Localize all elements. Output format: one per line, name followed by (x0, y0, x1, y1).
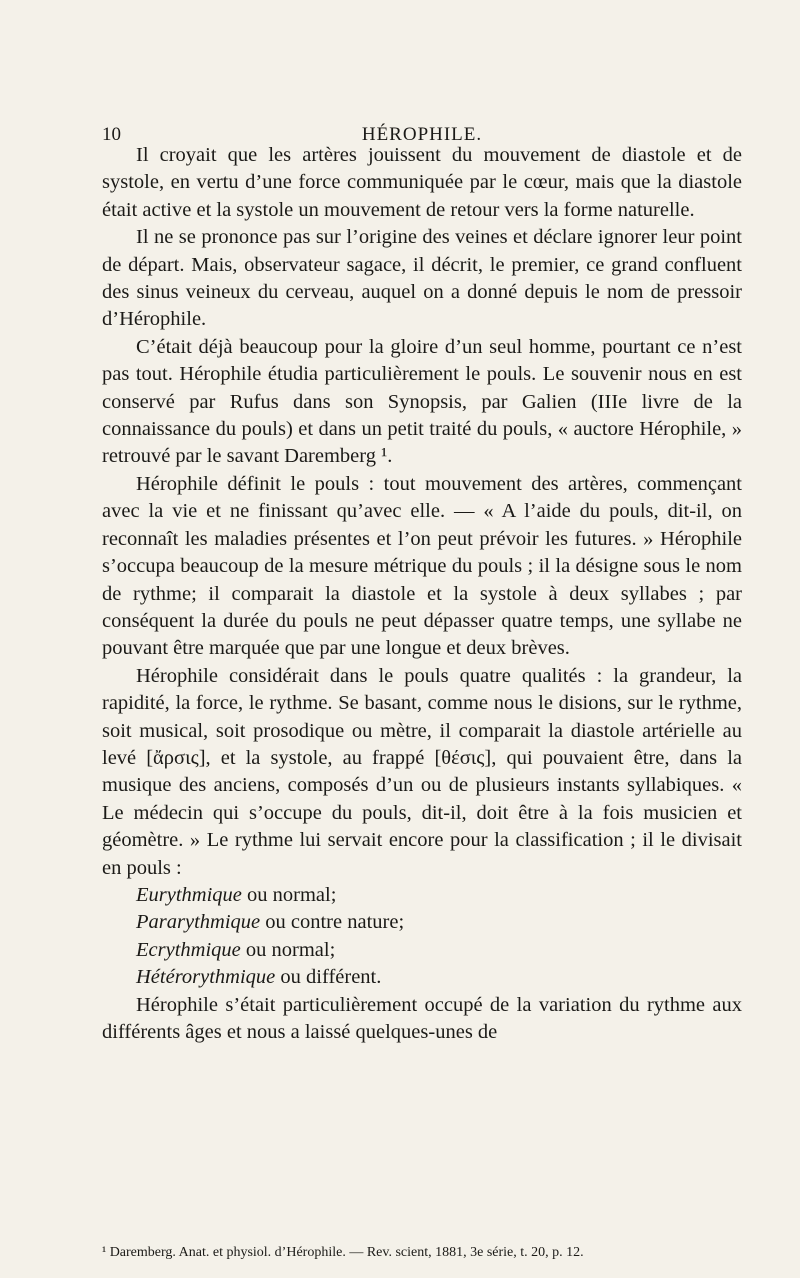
list-term: Hétérorythmique (136, 966, 276, 989)
paragraph: Il croyait que les artères jouissent du mouvement de diastole et de systole, en vertu d’une force communiquée par le cœur, mais que la diastole était active et la systole un mouvement de retour vers la forme naturelle. (102, 144, 742, 221)
list-desc: ou différent. (275, 966, 382, 989)
list-desc: ou normal; (240, 938, 336, 961)
list-desc: ou contre nature; (260, 911, 405, 934)
page-number: 10 (102, 124, 121, 145)
list-term: Pararythmique (136, 911, 261, 934)
page-body (102, 142, 742, 1046)
paragraph: Hérophile définit le pouls : tout mouvement des artères, commençant avec la vie et ne finissant qu’avec elle. — « A l’aide du pouls, dit-il, on reconnaît les maladies présentes et l’on peut prévoir les futures. » Hérophile s’occupa beaucoup de la mesure métrique du pouls ; il la désigne sous le nom de rythme; il comparait la diastole et la systole à deux syllabes ; par conséquent la durée du pouls ne peut dépasser quatre temps, une syllabe ne pouvant être marquée que par une longue et deux brèves. (102, 472, 742, 660)
list-desc: ou normal; (241, 883, 337, 906)
list-term: Ecrythmique (136, 938, 241, 961)
paragraph: Hérophile s’était particulièrement occupé de la variation du rythme aux différents âges et nous a laissé quelques-unes de (102, 993, 742, 1043)
paragraph: C’était déjà beaucoup pour la gloire d’un seul homme, pourtant ce n’est pas tout. Hérophile étudia particulièrement le pouls. Le souvenir nous en est conservé par Rufus dans son Synopsis, par Galien (IIIe livre de la connaissance du pouls) et dans un petit traité du pouls, « auctore Hérophile, » retrouvé par le savant Daremberg ¹. (102, 335, 742, 468)
list-item (102, 909, 742, 936)
footnote: ¹ Daremberg. Anat. et physiol. d’Hérophile. — Rev. scient, 1881, 3e série, t. 20, p. 12. (102, 1245, 584, 1260)
list-item (102, 937, 742, 964)
running-title: HÉROPHILE. (361, 124, 483, 145)
paragraph: Hérophile considérait dans le pouls quatre qualités : la grandeur, la rapidité, la force, le rythme. Se basant, comme nous le disions, sur le rythme, soit musical, soit prosodique ou mètre, il comparait la diastole artérielle au levé [ἄρσις], et la systole, au frappé [θέσις], qui pouvaient être, dans la musique des anciens, composés d’un ou de plusieurs instants syllabiques. « Le médecin qui s’occupe du pouls, dit-il, doit être à la fois musicien et géomètre. » Le rythme lui servait encore pour la classification ; il le divisait en pouls : (102, 664, 742, 879)
list-term: Eurythmique (136, 883, 242, 906)
list-item (102, 882, 742, 909)
paragraph: Il ne se prononce pas sur l’origine des veines et déclare ignorer leur point de départ. Mais, observateur sagace, il décrit, le premier, ce grand confluent des sinus veineux du cerveau, auquel on a donné depuis le nom de pressoir d’Hérophile. (102, 226, 742, 331)
list-item (102, 964, 742, 991)
